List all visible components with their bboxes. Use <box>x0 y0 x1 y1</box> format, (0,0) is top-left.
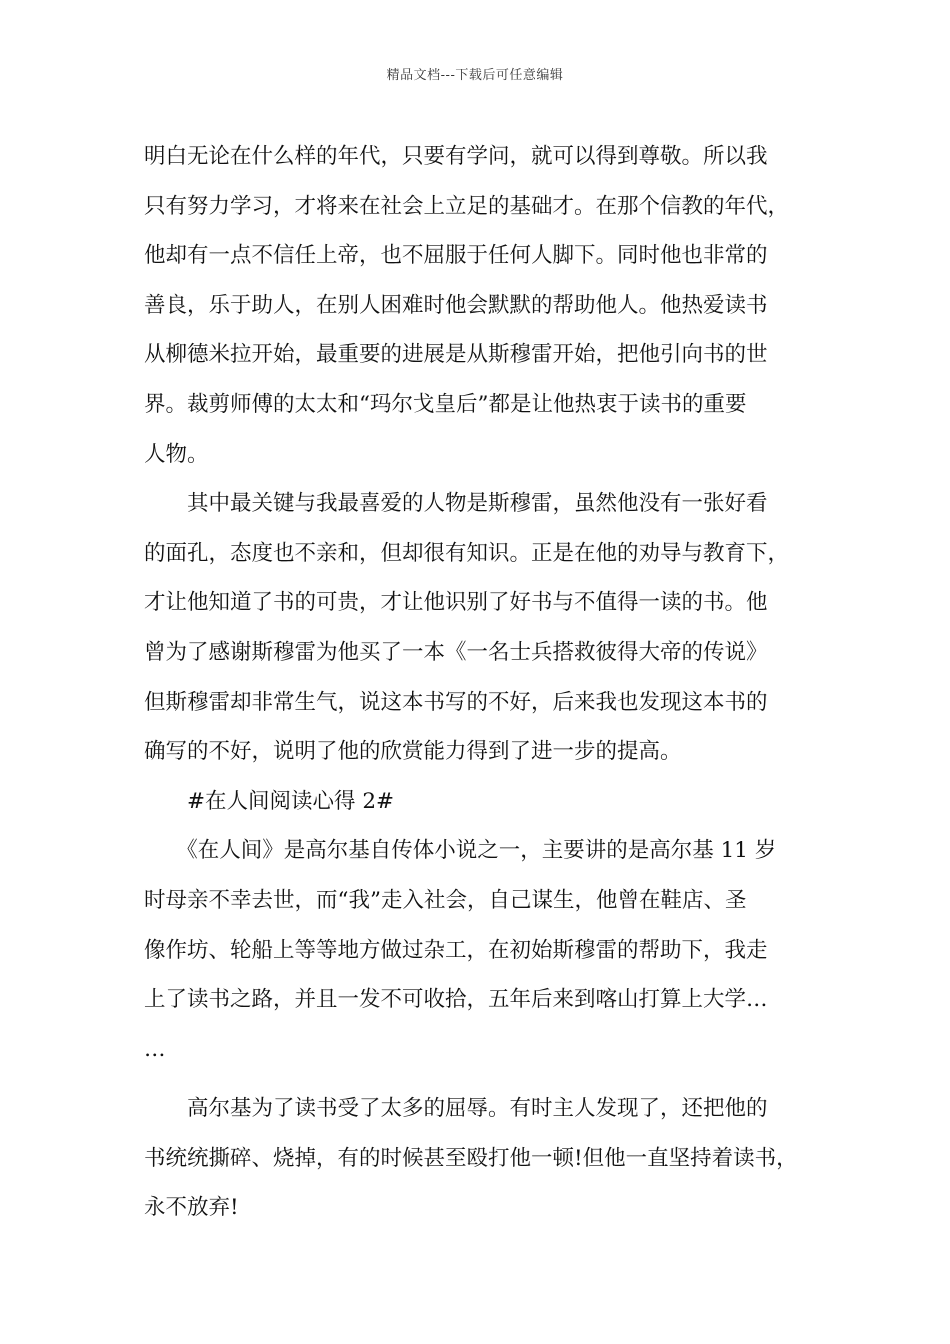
text-line: 高尔基为了读书受了太多的屈辱。有时主人发现了，还把他的 <box>144 1096 768 1122</box>
text-line: 像作坊、轮船上等等地方做过杂工，在初始斯穆雷的帮助下，我走 <box>144 937 768 963</box>
text-line: 他却有一点不信任上帝，也不屈服于任何人脚下。同时他也非常的 <box>144 243 768 269</box>
document-body <box>144 132 808 1233</box>
text-line: … <box>144 1036 166 1062</box>
section-heading: #在人间阅读心得 2# <box>144 788 395 814</box>
text-line: 《在人间》是高尔基自传体小说之一，主要讲的是高尔基 11 岁 <box>144 838 777 864</box>
text-line: 明白无论在什么样的年代，只要有学问，就可以得到尊敬。所以我 <box>144 144 768 169</box>
text-line: 只有努力学习，才将来在社会上立足的基础才。在那个信教的年代， <box>144 193 790 219</box>
text-line: 曾为了感谢斯穆雷为他买了一本《一名士兵搭救彼得大帝的传说》 <box>144 639 768 665</box>
text-line: 善良，乐于助人，在别人困难时他会默默的帮助他人。他热爱读书 <box>144 292 768 318</box>
text-line: 人物。 <box>144 441 209 467</box>
text-line: 确写的不好，说明了他的欣赏能力得到了进一步的提高。 <box>144 739 682 765</box>
text-line: 其中最关键与我最喜爱的人物是斯穆雷，虽然他没有一张好看 <box>144 491 768 517</box>
text-line: 上了读书之路，并且一发不可收拾，五年后来到喀山打算上大学… <box>144 987 768 1013</box>
text-line: 时母亲不幸去世，而“我”走入社会，自己谋生，他曾在鞋店、圣 <box>144 887 747 913</box>
text-line: 界。裁剪师傅的太太和“玛尔戈皇后”都是让他热衷于读书的重要 <box>144 391 747 417</box>
text-line: 书统统撕碎、烧掉，有的时候甚至殴打他一顿!但他一直坚持着读书， <box>144 1145 798 1171</box>
text-line: 永不放弃! <box>144 1195 239 1221</box>
text-line: 从柳德米拉开始，最重要的进展是从斯穆雷开始，把他引向书的世 <box>144 342 768 368</box>
page-header: 精品文档---下载后可任意编辑 <box>386 68 564 83</box>
paragraph-gap <box>144 1074 808 1084</box>
text-line: 但斯穆雷却非常生气，说这本书写的不好，后来我也发现这本书的 <box>144 689 768 715</box>
text-line: 的面孔，态度也不亲和，但却很有知识。正是在他的劝导与教育下， <box>144 540 790 566</box>
text-line: 才让他知道了书的可贵，才让他识别了好书与不值得一读的书。他 <box>144 590 768 616</box>
